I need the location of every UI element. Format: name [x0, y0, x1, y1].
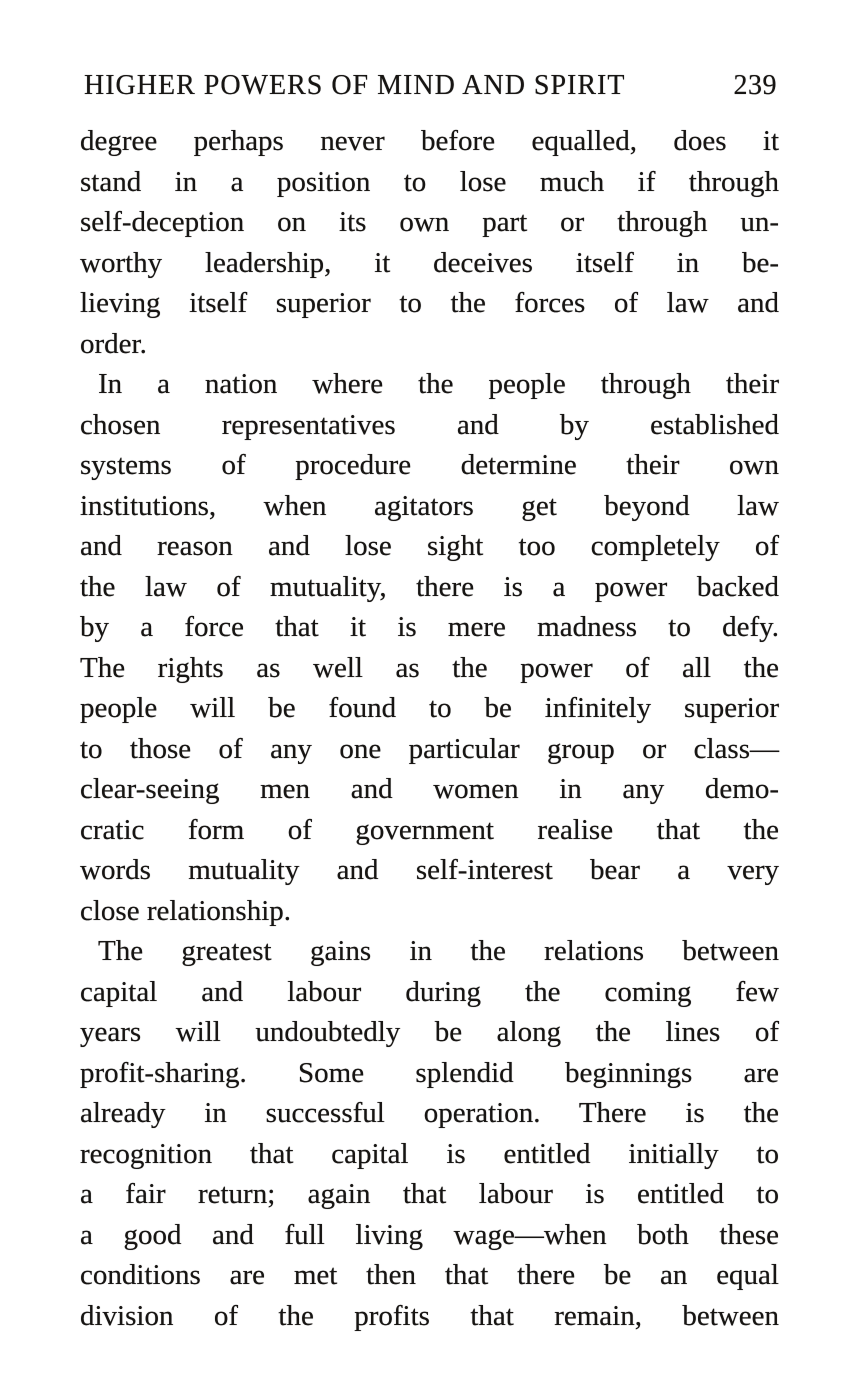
text-line: stand in a position to lose much if through: [80, 165, 779, 198]
text-line: a good and full living wage—when both these: [80, 1218, 779, 1251]
text-line: lieving itself superior to the forces of law and: [80, 287, 779, 319]
text-line: institutions, when agitators get beyond law: [80, 489, 779, 522]
running-header-title: HIGHER POWERS OF MIND AND SPIRIT: [84, 70, 626, 101]
text-line: order.: [80, 327, 147, 360]
text-line: chosen representatives and by established: [80, 408, 779, 441]
paragraph: [80, 931, 779, 1336]
text-line: words mutuality and self-interest bear a very: [80, 854, 779, 886]
text-line: already in successful operation. There is the: [80, 1097, 779, 1129]
text-line: capital and labour during the coming few: [80, 975, 779, 1008]
text-line: recognition that capital is entitled initially to: [80, 1137, 779, 1170]
text-line: degree perhaps never before equalled, does it: [80, 125, 779, 157]
paragraph: [80, 121, 779, 364]
text-line: The greatest gains in the relations between: [98, 935, 779, 967]
text-line: to those of any one particular group or class—: [80, 732, 779, 765]
running-header: [84, 70, 777, 102]
text-line: self-deception on its own part or through un-: [80, 206, 779, 238]
text-line: cratic form of government realise that the: [80, 813, 779, 846]
text-line: and reason and lose sight too completely of: [80, 530, 779, 562]
text-line: years will undoubtedly be along the lines of: [80, 1016, 779, 1048]
text-line: The rights as well as the power of all the: [80, 651, 779, 684]
text-line: the law of mutuality, there is a power backed: [80, 570, 779, 603]
text-line: division of the profits that remain, between: [80, 1299, 779, 1332]
text-line: a fair return; again that labour is entitled to: [80, 1178, 779, 1210]
text-line: by a force that it is mere madness to defy.: [80, 611, 779, 643]
text-line: clear-seeing men and women in any demo-: [80, 773, 779, 805]
text-line: people will be found to be infinitely superior: [80, 692, 779, 724]
page-body: [80, 121, 779, 1336]
text-line: conditions are met then that there be an equal: [80, 1259, 779, 1291]
text-line: profit-sharing. Some splendid beginnings are: [80, 1056, 779, 1089]
text-line: systems of procedure determine their own: [80, 449, 779, 481]
text-line: In a nation where the people through their: [98, 368, 779, 400]
paragraph: [80, 364, 779, 931]
page-number: 239: [733, 70, 777, 101]
text-line: close relationship.: [80, 894, 292, 927]
text-line: worthy leadership, it deceives itself in be-: [80, 246, 779, 279]
